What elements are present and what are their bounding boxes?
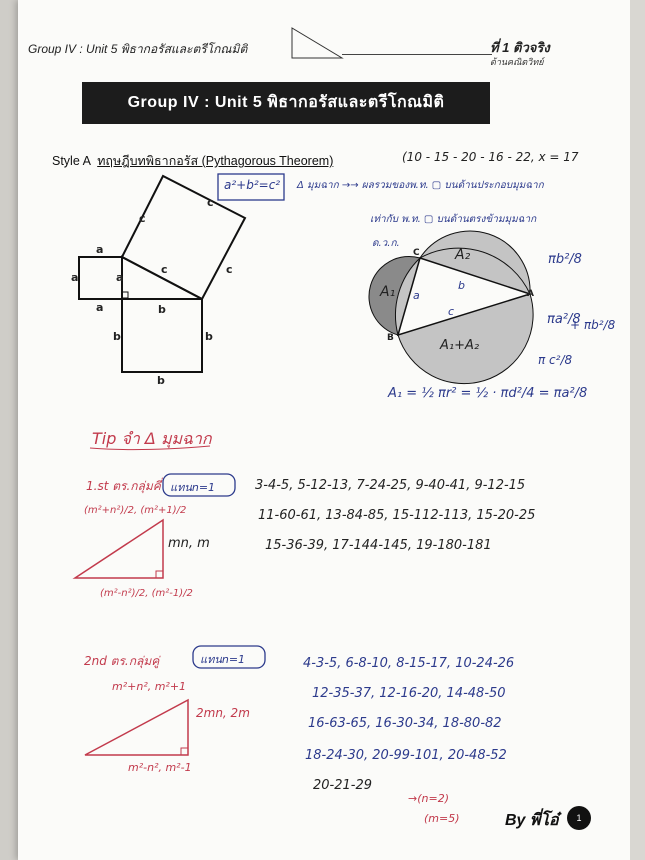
hw-second-base: m²-n², m²-1: [128, 761, 192, 774]
label-c-4: c: [226, 263, 233, 276]
header-unit-title: Group IV : Unit 5 พิธากอรัสและตรีโกณมิติ: [28, 42, 248, 56]
label-c-2: c: [207, 196, 214, 209]
region-a1-plus-a2: A₁+A₂: [440, 338, 480, 353]
hw-first-row2: 11-60-61, 13-84-85, 15-112-113, 15-20-25: [258, 508, 536, 523]
hw-first-row3: 15-36-39, 17-144-145, 19-180-181: [265, 538, 492, 553]
header-brand: ที่ 1 ติวจริง: [490, 40, 550, 55]
label-c-3: c: [161, 263, 168, 276]
hw-second-leg: 2mn, 2m: [196, 706, 250, 720]
vertex-b: B: [387, 333, 394, 343]
header-brand-sub: ด้านคณิตวิทย์: [490, 57, 544, 67]
hw-second-box: แทนn=1: [200, 653, 246, 666]
hw-note-1: Δ มุมฉาก →→ ผลรวมของพ.ท. ▢ บนด้านประกอบมุมฉาก: [297, 180, 544, 191]
hw-second-row3: 16-63-65, 16-30-34, 18-80-82: [308, 716, 502, 731]
odd-group-triangle: [75, 520, 163, 578]
hw-area-a: πa²/8: [547, 312, 581, 327]
style-a-topic: ทฤษฎีบทพิธากอรัส (Pythagorous Theorem): [97, 154, 334, 168]
region-a2: A₂: [455, 247, 471, 263]
hw-first-base: (m²-n²)/2, (m²-1)/2: [100, 588, 193, 599]
hw-area-sum: + πb²/8: [570, 318, 616, 332]
hw-pth: ด.ว.ก.: [372, 238, 400, 249]
style-a-prefix: Style A: [52, 154, 91, 168]
vertex-a: A: [527, 289, 534, 299]
hw-area-formula: A₁ = ½ πr² = ½ · πd²/4 = πa²/8: [388, 386, 588, 401]
page-number: 1: [567, 806, 591, 830]
hw-formula: a²+b²=c²: [224, 178, 281, 192]
label-a-top: a: [96, 243, 104, 256]
label-a-inner: a: [116, 271, 124, 284]
label-a-left: a: [71, 271, 79, 284]
side-b-label: b: [458, 279, 465, 292]
hw-note-2: เท่ากับ พ.ท. ▢ บนด้านตรงข้ามมุมฉาก: [370, 214, 537, 225]
label-c-1: c: [139, 212, 146, 225]
hw-area-b: πb²/8: [548, 252, 582, 267]
vertex-c: C: [413, 248, 420, 258]
unit-banner: Group IV : Unit 5 พิธากอรัสและตรีโกณมิติ: [82, 82, 490, 124]
hw-first-leg: mn, m: [168, 536, 210, 551]
label-b-left: b: [113, 330, 121, 343]
even-group-triangle: [85, 700, 188, 755]
hw-top-list: (10 - 15 - 20 - 16 - 22, x = 17: [402, 150, 579, 164]
hw-first-box: แทนn=1: [170, 481, 216, 494]
hw-note-n2: →(n=2): [408, 792, 449, 805]
hw-first-row1: 3-4-5, 5-12-13, 7-24-25, 9-40-41, 9-12-15: [255, 478, 526, 493]
label-a-bottom: a: [96, 301, 104, 314]
hw-area-c: π c²/8: [538, 353, 573, 367]
hw-first-label: 1.st ตร.กลุ่มคี่: [86, 479, 161, 493]
hw-second-row4: 18-24-30, 20-99-101, 20-48-52: [305, 748, 507, 763]
hw-note-m5: (m=5): [424, 812, 460, 825]
label-b-top: b: [158, 303, 166, 316]
hw-first-hyp: (m²+n²)/2, (m²+1)/2: [84, 505, 187, 516]
hw-second-label: 2nd ตร.กลุ่มคู่: [84, 654, 160, 668]
hw-second-row2: 12-35-37, 12-16-20, 14-48-50: [312, 686, 506, 701]
region-a1: A₁: [380, 284, 396, 300]
side-c-label: c: [448, 305, 455, 318]
hw-tip: Tip จำ Δ มุมฉาก: [92, 429, 212, 448]
side-a-label: a: [413, 289, 420, 302]
label-b-right: b: [205, 330, 213, 343]
hw-second-row5: 20-21-29: [313, 778, 373, 793]
hw-second-row1: 4-3-5, 6-8-10, 8-15-17, 10-24-26: [303, 656, 515, 671]
label-b-bottom: b: [157, 374, 165, 387]
signature: By พี่โอ๋: [505, 812, 559, 829]
hw-second-hyp: m²+n², m²+1: [112, 680, 187, 693]
